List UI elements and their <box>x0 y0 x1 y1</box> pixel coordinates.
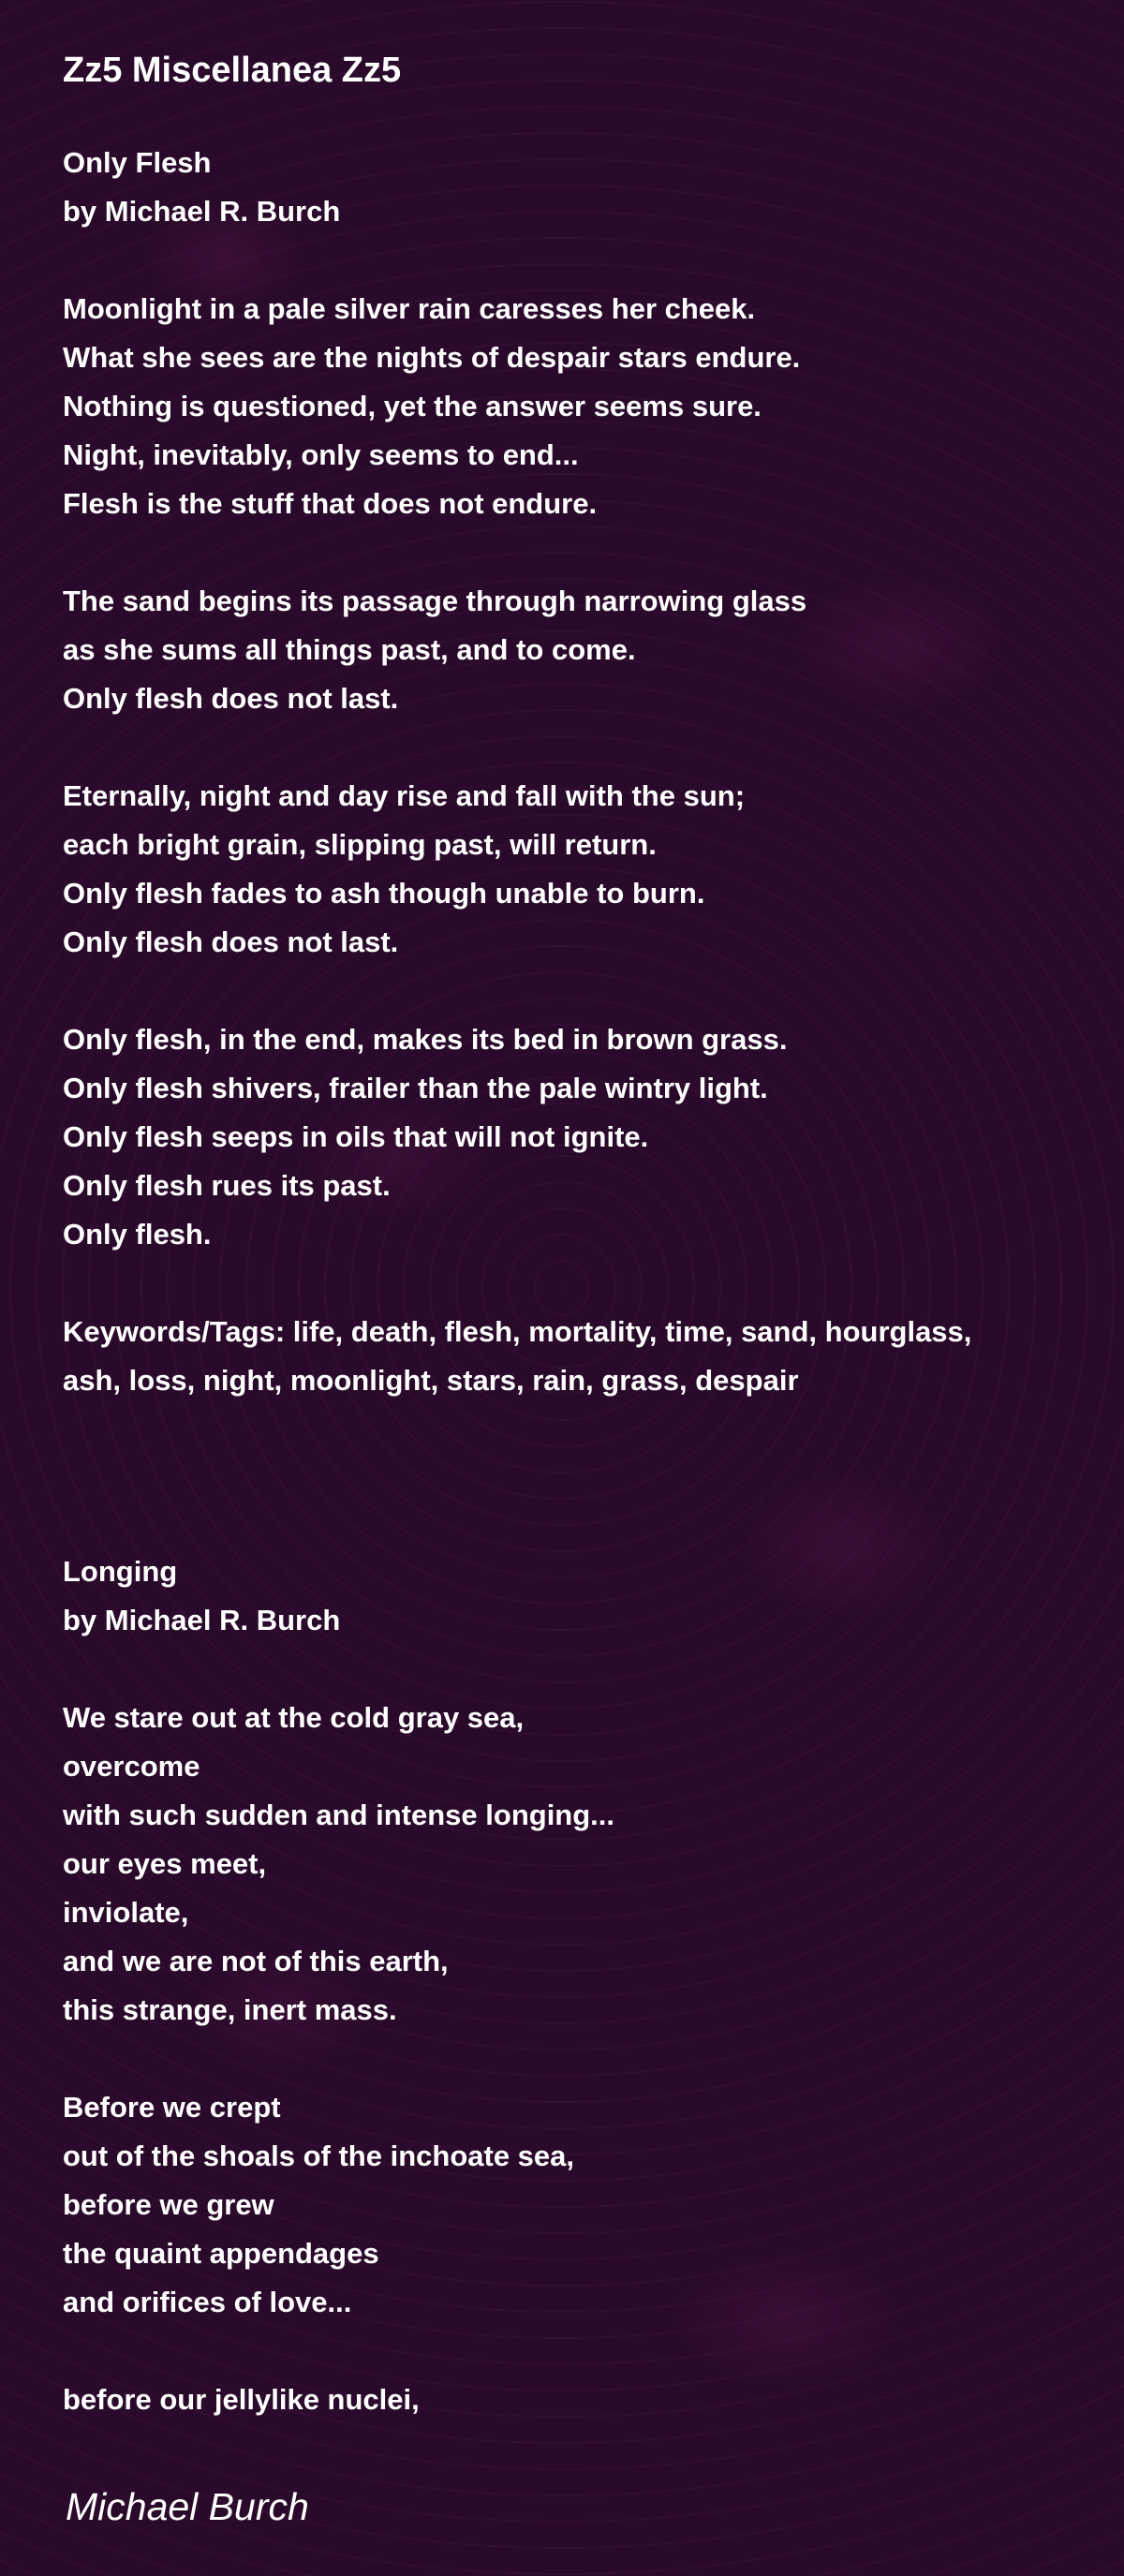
poem-separator <box>63 1405 1074 1503</box>
poem-line: Only flesh rues its past. <box>63 1169 391 1202</box>
stanza <box>63 1015 1074 1259</box>
poem-line: overcome <box>63 1750 200 1783</box>
stanza <box>63 2083 1074 2327</box>
stanza-gap <box>63 2327 1074 2376</box>
poem <box>63 1547 1074 2424</box>
stanza-gap <box>63 2035 1074 2083</box>
stanza-gap <box>63 1259 1074 1308</box>
poem-line: We stare out at the cold gray sea, <box>63 1701 525 1734</box>
poem-collection <box>63 47 1074 2424</box>
stanza-gap <box>63 967 1074 1015</box>
poem-line: Only flesh shivers, frailer than the pale wintry light. <box>63 1072 768 1104</box>
poem-title: Longing <box>63 1555 178 1588</box>
author-signature: Michael Burch <box>66 2485 309 2528</box>
poem-line: each bright grain, slipping past, will return. <box>63 828 657 861</box>
poem-line: before our jellylike nuclei, <box>63 2383 420 2416</box>
stanza-gap <box>63 1645 1074 1694</box>
poem-line: Only flesh does not last. <box>63 925 399 958</box>
stanza-gap <box>63 528 1074 577</box>
poem-line: out of the shoals of the inchoate sea, <box>63 2139 575 2172</box>
poem-line: Moonlight in a pale silver rain caresses her cheek. <box>63 292 756 325</box>
poem-byline: by Michael R. Burch <box>63 1604 341 1636</box>
poem-line: and we are not of this earth, <box>63 1945 449 1977</box>
stanza <box>63 2376 1074 2424</box>
poem-line: Keywords/Tags: life, death, flesh, mortality, time, sand, hourglass, <box>63 1315 972 1348</box>
poem-line: Eternally, night and day rise and fall with the sun; <box>63 779 746 812</box>
poem-line: What she sees are the nights of despair stars endure. <box>63 341 801 374</box>
poem-line: Only flesh does not last. <box>63 682 399 715</box>
stanza <box>63 1308 1074 1405</box>
poem-byline: by Michael R. Burch <box>63 195 341 228</box>
poem-line: Before we crept <box>63 2091 281 2124</box>
poem <box>63 139 1074 1405</box>
poem-line: Night, inevitably, only seems to end... <box>63 438 579 471</box>
poem-line: Nothing is questioned, yet the answer seems sure. <box>63 390 762 422</box>
stanza <box>63 577 1074 723</box>
poem-line: the quaint appendages <box>63 2237 379 2270</box>
poem-line: before we grew <box>63 2188 274 2221</box>
poem-line: with such sudden and intense longing... <box>63 1799 615 1831</box>
stanza-gap <box>63 236 1074 285</box>
poem-line: Only flesh seeps in oils that will not ignite. <box>63 1120 649 1153</box>
poem-list <box>63 139 1074 2424</box>
poem-line: inviolate, <box>63 1896 189 1929</box>
poem-line: our eyes meet, <box>63 1847 267 1880</box>
poem-line: Flesh is the stuff that does not endure. <box>63 487 598 520</box>
poem-line: The sand begins its passage through narrowing glass <box>63 585 807 617</box>
stanza <box>63 285 1074 528</box>
poem-line: ash, loss, night, moonlight, stars, rain, grass, despair <box>63 1364 799 1397</box>
poem-line: and orifices of love... <box>63 2286 352 2318</box>
poem-line: as she sums all things past, and to come. <box>63 633 636 666</box>
poem-line: Only flesh, in the end, makes its bed in brown grass. <box>63 1023 788 1056</box>
stanza-gap <box>63 723 1074 772</box>
poem-line: Only flesh fades to ash though unable to burn. <box>63 877 705 910</box>
stanza <box>63 1694 1074 2035</box>
stanza <box>63 772 1074 967</box>
poem-title: Only Flesh <box>63 146 212 179</box>
poem-line: Only flesh. <box>63 1218 212 1251</box>
page-title: Zz5 Miscellanea Zz5 <box>63 51 402 90</box>
poem-line: this strange, inert mass. <box>63 1993 397 2026</box>
